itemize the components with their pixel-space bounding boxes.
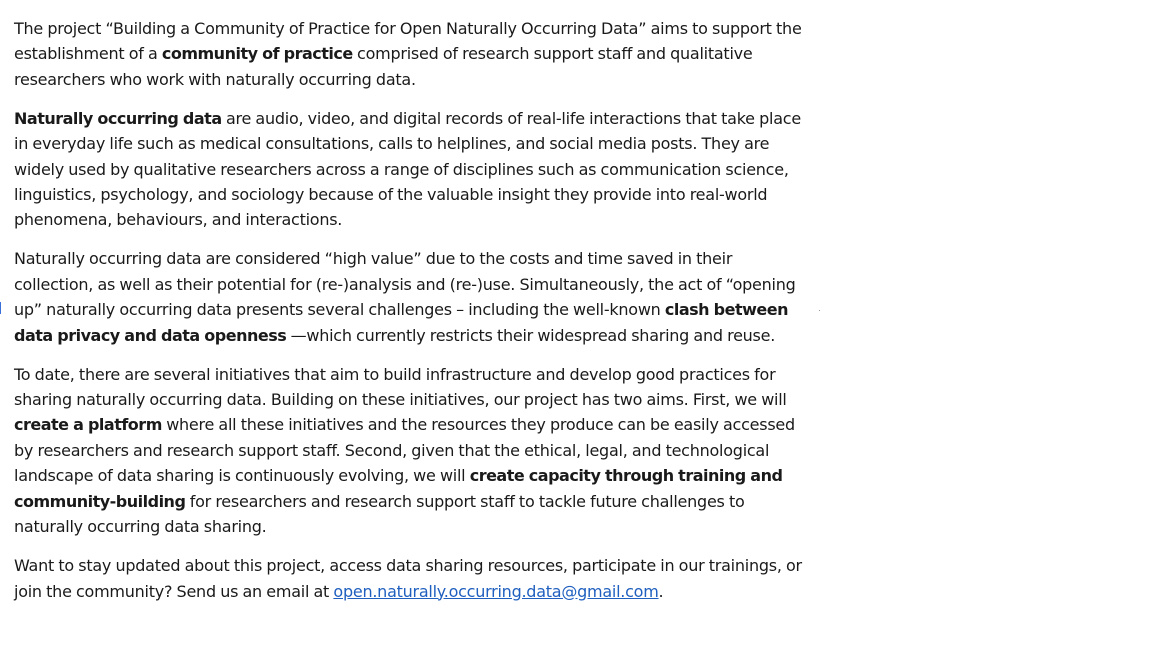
paragraph-definition <box>14 106 814 233</box>
bold-create-capacity: create capacity through training and community-building <box>14 466 783 511</box>
bold-privacy-clash: clash between data privacy and data openness <box>14 300 788 345</box>
paragraph-challenges <box>14 246 814 348</box>
bold-create-platform: create a platform <box>14 415 162 435</box>
challenges-text-1: Naturally occurring data are considered “high value” due to the costs and time saved in their collection, as well as their potential for (re-)analysis and (re-)use. Simultaneously, the act of “opening up” naturally occurring data presents several challenges – including the well-known <box>14 249 796 320</box>
contact-text-2: . <box>658 581 664 601</box>
contact-text-1: Want to stay updated about this project, access data sharing resources, participate in our trainings, or join the community? Send us an email at <box>14 556 802 601</box>
intro-text-1: The project “Building a Community of Practice for Open Naturally Occurring Data” aims to support the establishment of a <box>14 19 802 64</box>
aims-text-2: where all these initiatives and the resources they produce can be easily accessed by researchers and research support staff. Second, given that the ethical, legal, and technological landscape of data sharing is continuously evolving, we will <box>14 415 795 486</box>
paragraph-intro <box>14 16 814 92</box>
aims-text-3: for researchers and research support staff to tackle future challenges to naturally occurring data sharing. <box>14 491 745 537</box>
bold-naturally-occurring-data: Naturally occurring data <box>14 108 222 128</box>
paragraph-aims <box>14 362 814 540</box>
definition-text: are audio, video, and digital records of real-life interactions that take place in everyday life such as medical consultations, calls to helplines, and social media posts. They are widely used by qualitative researchers across a range of disciplines such as communication science, linguistics, psychology, and sociology because of the valuable insight they provide into real-world phenomena, behaviours, and interactions. <box>14 108 801 230</box>
document-body <box>14 16 814 618</box>
text-cursor <box>0 302 1 314</box>
challenges-text-2: —which currently restricts their widespread sharing and reuse. <box>286 325 776 345</box>
stray-dot <box>819 310 820 311</box>
bold-community-of-practice: community of practice <box>161 44 353 64</box>
paragraph-contact <box>14 553 814 604</box>
intro-text-2: comprised of research support staff and qualitative researchers who work with naturally occurring data. <box>14 44 753 89</box>
aims-text-1: To date, there are several initiatives that aim to build infrastructure and develop good practices for sharing naturally occurring data. Building on these initiatives, our project has two aims. First, we will <box>14 364 787 410</box>
email-link[interactable]: open.naturally.occurring.data@gmail.com <box>333 581 659 601</box>
